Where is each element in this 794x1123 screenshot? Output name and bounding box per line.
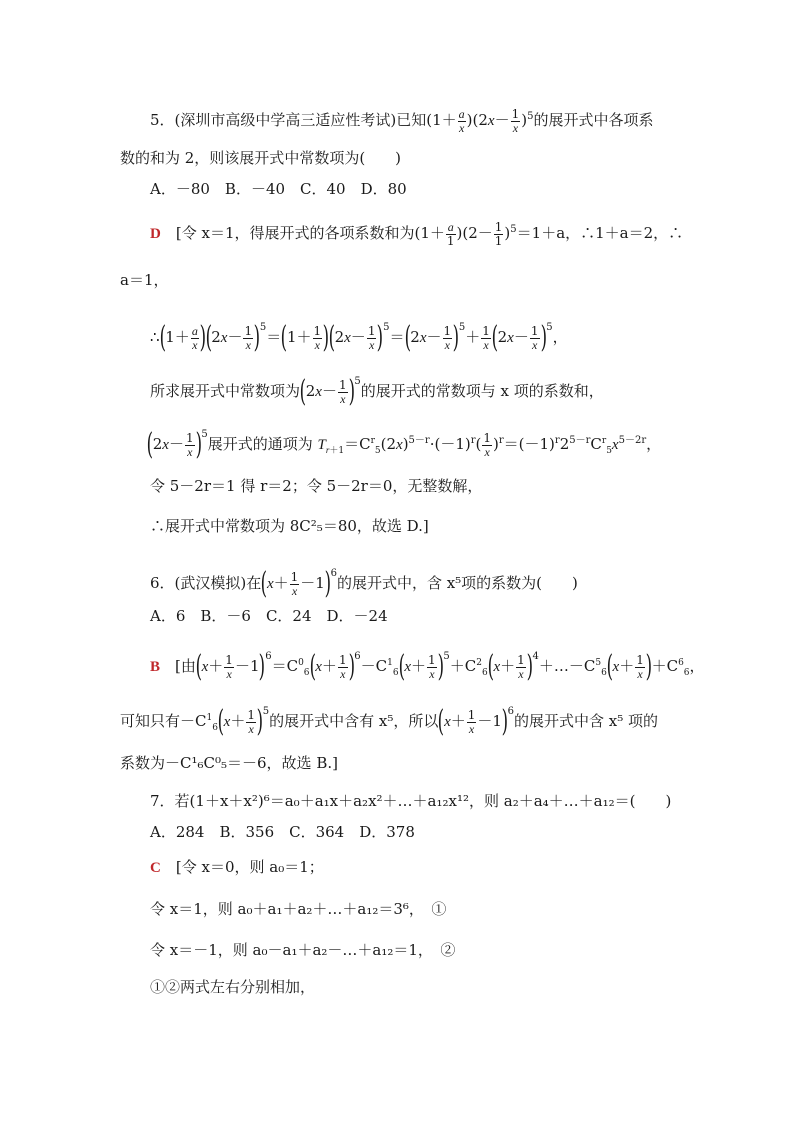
problem5-sol7: ∴展开式中常数项为 8C²₅＝80，故选 D.] [150, 517, 429, 535]
problem5-sol1-b: ＝1＋a，∴1＋a＝2，∴ [516, 224, 684, 242]
problem5-sol6: 令 5－2r＝1 得 r＝2；令 5－2r＝0，无整数解， [150, 477, 483, 495]
problem7-sol4: ①②两式左右分别相加， [150, 978, 316, 996]
problem6-stem-b: 的展开式中，含 x⁵项的系数为( ) [336, 574, 578, 592]
problem7-sol2: 令 x＝1，则 a₀＋a₁＋a₂＋…＋a₁₂＝3⁶， ① [150, 900, 447, 918]
problem6-solution-line2: 可知只有$-C^1_6(x+$ $\frac{1}{x}$ )$^5$的展开式中含有 x⁵，所以(x＋ $\frac{1}{x}$ －1)$^6$的展开式中含 x⁵ 项的 [120, 704, 659, 739]
problem6-sol2-a: 可知只有－C [120, 712, 207, 730]
problem5-solution-line3: ∴(1＋ $\frac{a}{x}$ )(2x－ $\frac{1}{x}$ )$^5$＝(1＋ $\frac{1}{x}$ )(2x－ $\frac{1}{x}$ )$^5$＝(2x－ $\frac{1}{x}$ )$^5$＋ $\frac{1}{x}$ (2x－ $\frac{1}{x}$ )$^5$， [150, 320, 568, 355]
fraction-a-over-x: $\frac{a}{x}$ [458, 106, 465, 135]
problem5-answer-letter: D [150, 226, 161, 242]
problem6-solution-line1: B [由(x＋ $\frac{1}{x}$ $-1)^6=C^0_6(x+$ $\frac{1}{x}$ )$^6-C^1_6(x+$ $\frac{1}{x}$ )$^5+C^2_6(x+$ $\frac{1}{x}$ )$^4+\dots-C^5_6(x+$ $\frac{1}{x}$ )$+C^6_6$， [150, 649, 705, 684]
problem5-options: A．－80 B．－40 C．40 D．80 [150, 180, 407, 198]
problem5-stem-a: 5．(深圳市高级中学高三适应性考试)已知 [150, 111, 427, 129]
problem7-answer-letter: C [150, 860, 161, 876]
problem7-solution-line1 [150, 857, 324, 878]
problem7-stem: 7．若(1＋x＋x²)⁶＝a₀＋a₁x＋a₂x²＋…＋a₁₂x¹²，则 a₂＋a₄＋…＋a₁₂＝( ) [150, 792, 672, 810]
problem5-sol2: a＝1， [120, 271, 169, 289]
problem6-stem-a: 6．(武汉模拟)在 [150, 574, 262, 592]
problem6-answer-letter: B [150, 659, 161, 675]
problem5-sol4-a: 所求展开式中常数项为 [150, 382, 301, 400]
problem6-sol2-c: 的展开式中含 x⁵ 项的 [514, 712, 659, 730]
problem6-options: A．6 B．－6 C．24 D．－24 [150, 607, 388, 625]
problem7-sol1: [令 x＝0，则 a₀＝1； [175, 858, 324, 876]
problem5-sol1-a: [令 x＝1，得展开式的各项系数和为 [175, 224, 415, 242]
fraction-1-over-x: $\frac{1}{x}$ [511, 106, 520, 135]
problem7-sol3: 令 x＝－1，则 a₀－a₁＋a₂－…＋a₁₂＝1， ② [150, 941, 456, 959]
problem5-sol5-b: 展开式的通项为 [207, 435, 313, 453]
problem5-solution-line1: D [令 x＝1，得展开式的各项系数和为(1＋ $\frac{a}{1}$ )(2－ $\frac{1}{1}$ )$^5$＝1＋a，∴1＋a＝2，∴ [150, 219, 684, 248]
problem7-options: A．284 B．356 C．364 D．378 [150, 823, 415, 841]
problem6-sol1-a: [由 [175, 657, 196, 675]
problem5-solution-line5: (2x－ $\frac{1}{x}$ )$^5$展开式的通项为 $T_{r+1}=C^r_5(2x)^{5-r}\cdot(-1)^r$( $\frac{1}{x}$ )$^r=(-1)^r2^{5-r}C^r_5x^{5-2r}$， [146, 427, 662, 462]
problem5-sol4-b: 的展开式的常数项与 x 项的系数和， [360, 382, 604, 400]
problem5-stem-line1: 5．(深圳市高级中学高三适应性考试)已知(1＋ $\frac{a}{x}$ )(2x－ $\frac{1}{x}$ )$^5$的展开式中各项系 [150, 106, 654, 135]
problem5-stem-b: 的展开式中各项系 [533, 111, 654, 129]
problem6-stem: 6．(武汉模拟)在(x＋ $\frac{1}{x}$ －1)$^6$的展开式中，含 x⁵项的系数为( ) [150, 566, 578, 601]
problem5-solution-line4: 所求展开式中常数项为(2x－ $\frac{1}{x}$ )$^5$的展开式的常数项与 x 项的系数和， [150, 374, 604, 409]
problem6-sol2-b: 的展开式中含有 x⁵，所以 [269, 712, 439, 730]
problem6-sol3: 系数为－C¹₆C⁰₅＝－6，故选 B.] [120, 754, 338, 772]
problem5-stem-c: 数的和为 2，则该展开式中常数项为( ) [120, 149, 402, 167]
